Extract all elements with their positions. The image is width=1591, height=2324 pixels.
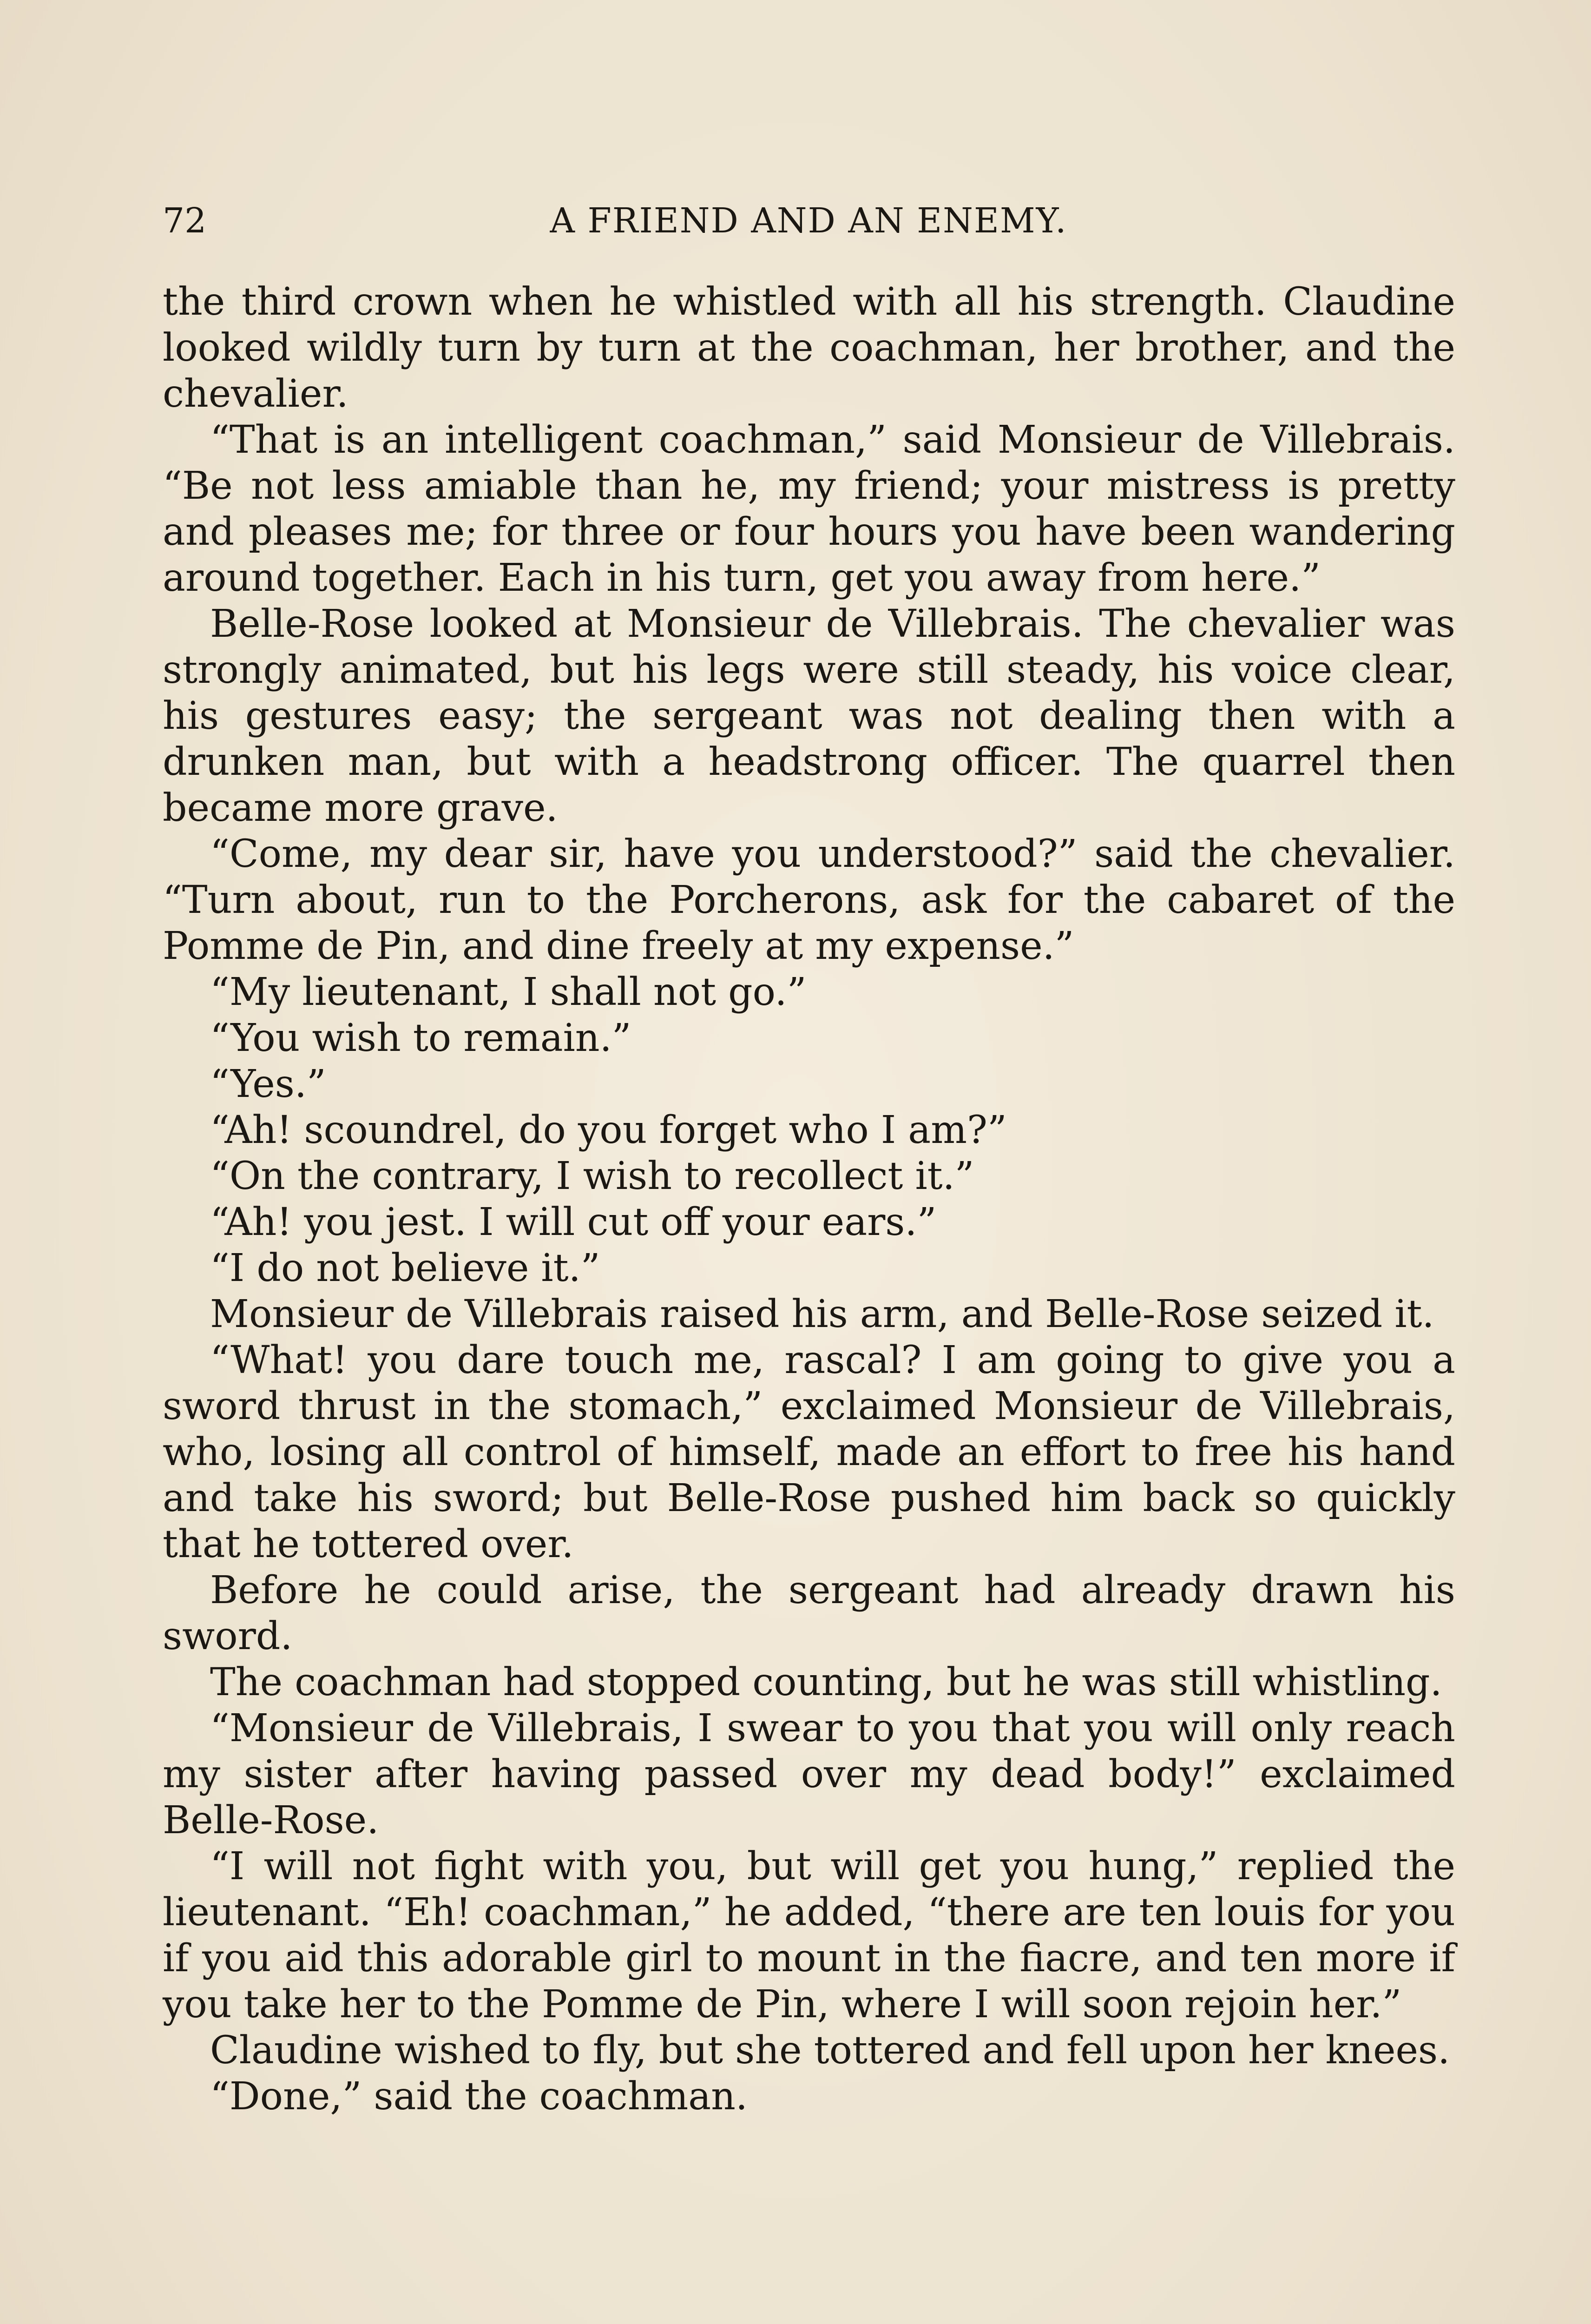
paragraph: “I do not believe it.” <box>210 1246 600 1290</box>
paragraph: Before he could arise, the sergeant had already drawn his sword. <box>163 1568 1455 1658</box>
paragraph: The coachman had stopped counting, but he was still whistling. <box>210 1660 1442 1704</box>
paragraph: Monsieur de Villebrais raised his arm, and Belle-Rose seized it. <box>210 1292 1434 1336</box>
paragraph: “You wish to remain.” <box>210 1016 631 1060</box>
paragraph: “What! you dare touch me, rascal? I am going to give you a sword thrust in the stomach,” exclaimed Monsieur de Villebrais, who, losing all control of himself, made an effort to free his hand and take his sword; but Belle-Rose pushed him back so quickly that he tottered over. <box>163 1338 1455 1566</box>
paragraph: “Come, my dear sir, have you understood?” said the chevalier. “Turn about, run to the Porcherons, ask for the cabaret of the Pomme de Pin, and dine freely at my expense.” <box>163 832 1455 968</box>
paragraph: “That is an intelligent coachman,” said Monsieur de Villebrais. “Be not less amiable than he, my friend; your mistress is pretty and pleases me; for three or four hours you have been wandering around together. Each in his turn, get you away from here.” <box>163 418 1455 600</box>
page-number: 72 <box>163 201 207 241</box>
paragraph: “Yes.” <box>210 1062 326 1106</box>
page-header <box>163 195 1454 246</box>
paragraph: Claudine wished to fly, but she tottered and fell upon her knees. <box>210 2028 1450 2073</box>
paragraph: “I will not fight with you, but will get you hung,” replied the lieutenant. “Eh! coachman,” he added, “there are ten louis for you if you aid this adorable girl to mount in the fiacre, and ten more if you take her to the Pomme de Pin, where I will soon rejoin her.” <box>163 1844 1455 2027</box>
paragraph: “Ah! you jest. I will cut off your ears.” <box>210 1200 937 1244</box>
body-text <box>163 279 1455 2119</box>
paragraph: “My lieutenant, I shall not go.” <box>210 970 807 1014</box>
paragraph: the third crown when he whistled with all his strength. Claudine looked wildly turn by turn at the coachman, her brother, and the chevalier. <box>163 280 1455 416</box>
paragraph: “Done,” said the coachman. <box>210 2074 748 2119</box>
running-head: A FRIEND AND AN ENEMY. <box>550 201 1067 241</box>
paragraph: Belle-Rose looked at Monsieur de Villebrais. The chevalier was strongly animated, but his legs were still steady, his voice clear, his gestures easy; the sergeant was not dealing then with a drunken man, but with a headstrong officer. The quarrel then became more grave. <box>163 602 1455 830</box>
paragraph: “Ah! scoundrel, do you forget who I am?” <box>210 1108 1007 1152</box>
paragraph: “Monsieur de Villebrais, I swear to you that you will only reach my sister after having passed over my dead body!” exclaimed Belle-Rose. <box>163 1706 1455 1842</box>
paragraph: “On the contrary, I wish to recollect it.” <box>210 1154 974 1198</box>
